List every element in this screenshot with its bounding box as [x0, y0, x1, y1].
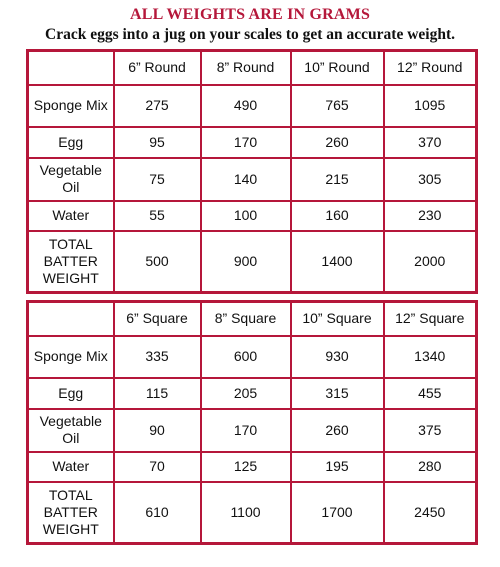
table-cell: 160 [291, 201, 384, 231]
header-cell-empty [28, 51, 114, 85]
table-cell: 140 [201, 158, 291, 201]
table-cell: 610 [114, 482, 201, 544]
table-row [28, 452, 477, 482]
table-cell: 315 [291, 378, 384, 409]
header-cell-10-round: 10” Round [291, 51, 384, 85]
table-cell: 100 [201, 201, 291, 231]
table-cell: 260 [291, 127, 384, 158]
table-cell: 125 [201, 452, 291, 482]
table-row [28, 85, 477, 127]
table-cell: 70 [114, 452, 201, 482]
row-label: TOTAL BATTER WEIGHT [28, 231, 114, 293]
table-row [28, 378, 477, 409]
header-cell-6-square: 6” Square [114, 302, 201, 336]
table-cell: 490 [201, 85, 291, 127]
table-cell: 930 [291, 336, 384, 378]
table-cell: 90 [114, 409, 201, 452]
table-cell: 370 [384, 127, 477, 158]
table-cell: 1700 [291, 482, 384, 544]
table-cell: 2450 [384, 482, 477, 544]
table-cell: 305 [384, 158, 477, 201]
header-cell-12-round: 12” Round [384, 51, 477, 85]
table-cell: 275 [114, 85, 201, 127]
row-label: Sponge Mix [28, 336, 114, 378]
table-cell: 335 [114, 336, 201, 378]
table-cell: 455 [384, 378, 477, 409]
header-cell-8-round: 8” Round [201, 51, 291, 85]
page-title: ALL WEIGHTS ARE IN GRAMS [129, 6, 371, 23]
header-cell-empty [28, 302, 114, 336]
header-cell-12-square: 12” Square [384, 302, 477, 336]
table-cell: 75 [114, 158, 201, 201]
table-cell: 1095 [384, 85, 477, 127]
table-cell: 600 [201, 336, 291, 378]
row-label: Egg [28, 127, 114, 158]
row-label: Sponge Mix [28, 85, 114, 127]
table-cell: 280 [384, 452, 477, 482]
table-cell: 55 [114, 201, 201, 231]
table-cell: 95 [114, 127, 201, 158]
table-cell: 230 [384, 201, 477, 231]
row-label: Vegetable Oil [28, 158, 114, 201]
table-cell: 1400 [291, 231, 384, 293]
table-header-row [28, 51, 477, 85]
row-label: TOTAL BATTER WEIGHT [28, 482, 114, 544]
table-cell: 765 [291, 85, 384, 127]
table-cell: 195 [291, 452, 384, 482]
table-cell: 2000 [384, 231, 477, 293]
table-cell: 1100 [201, 482, 291, 544]
table-cell: 375 [384, 409, 477, 452]
header-cell-8-square: 8” Square [201, 302, 291, 336]
page-subtitle: Crack eggs into a jug on your scales to get an accurate weight. [45, 26, 455, 43]
table-row-total [28, 231, 477, 293]
table-cell: 170 [201, 409, 291, 452]
header-cell-10-square: 10” Square [291, 302, 384, 336]
table-cell: 500 [114, 231, 201, 293]
row-label: Vegetable Oil [28, 409, 114, 452]
table-row-total [28, 482, 477, 544]
table-row [28, 127, 477, 158]
table-cell: 215 [291, 158, 384, 201]
table-cell: 170 [201, 127, 291, 158]
table-row [28, 336, 477, 378]
table-cell: 260 [291, 409, 384, 452]
row-label: Egg [28, 378, 114, 409]
table-header-row [28, 302, 477, 336]
header-cell-6-round: 6” Round [114, 51, 201, 85]
table-row [28, 158, 477, 201]
table-row [28, 201, 477, 231]
row-label: Water [28, 452, 114, 482]
table-row [28, 409, 477, 452]
table-cell: 1340 [384, 336, 477, 378]
table-cell: 115 [114, 378, 201, 409]
square-tin-table [26, 300, 478, 545]
row-label: Water [28, 201, 114, 231]
table-cell: 205 [201, 378, 291, 409]
round-tin-table [26, 49, 478, 294]
table-cell: 900 [201, 231, 291, 293]
